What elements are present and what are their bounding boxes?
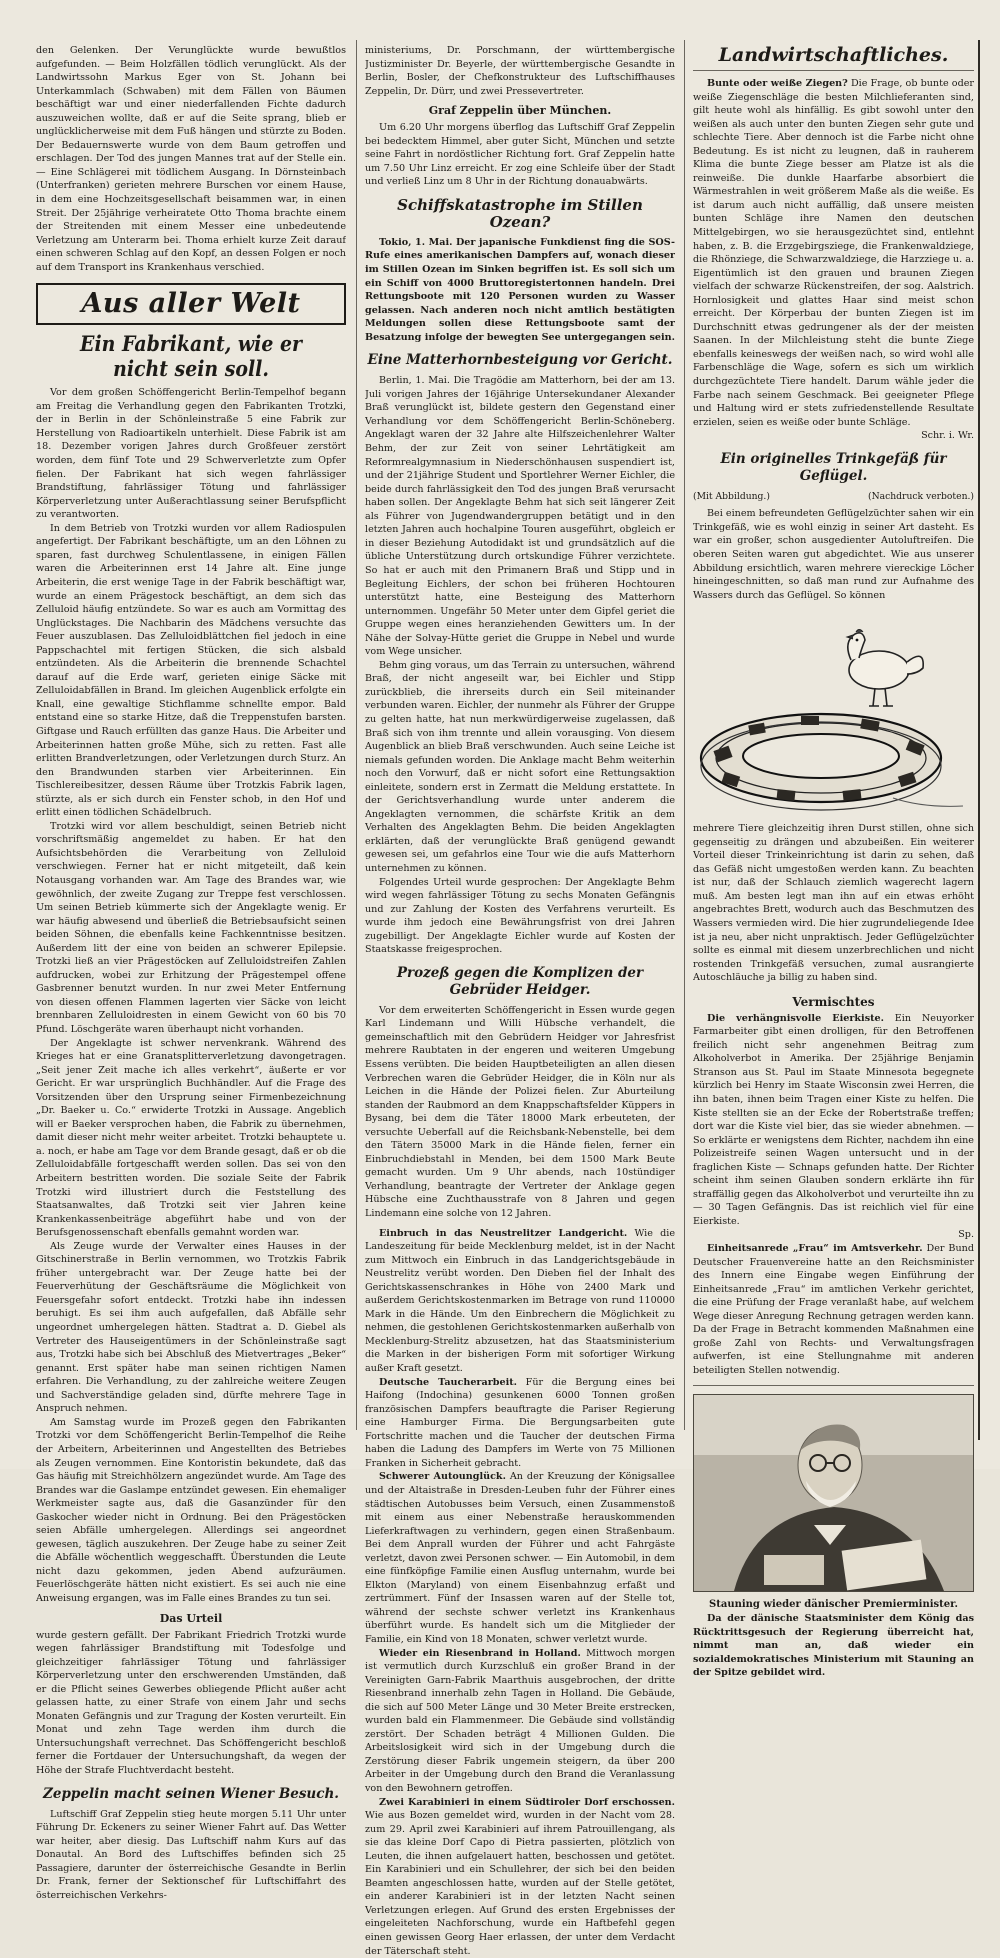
tire-icon <box>701 714 963 810</box>
subheading: Vermischtes <box>792 994 875 1009</box>
section-heading: Landwirtschaftliches. <box>693 44 974 71</box>
article-paragraph <box>693 77 974 429</box>
chicken-tire-drawing <box>693 608 974 816</box>
subheading: Das Urteil <box>159 1611 223 1625</box>
portrait-figure <box>694 1395 974 1591</box>
article-paragraph: mehrere Tiere gleichzeitig ihren Durst stillen, ohne sich gegenseitig zu drängen und abzubeißen. Ein weiterer Vorteil dieser Trinkeinrichtung ist darin zu sehen, daß das Gefäß nicht umgestoßen werden kann. Zu beachten ist nur, daß der Schlauch ziemlich wagerecht lagern muß. Am besten legt man ihn auf ein etwas erhöht angebrachtes Brett, wodurch auch das Beschmutzen des Wassers vermieden wird. Die hier zugrundeliegende Idee ist ja neu, aber nicht unpraktisch. Jeder Geflügelzüchter sollte es einmal mit diesem unzerbrechlichen und nicht rostenden Trinkgefäß versuchen, zumal ausrangierte Autoschläuche ja billig zu haben sind. <box>693 823 974 984</box>
note-text: Für die Bergung eines bei Haifong (Indochina) gesunkenen 6000 Tonnen großen französischen Dampfers beauftragte die Pariser Regierung eine Hamburger Firma. Die Bergungsarbeiten gute Fortschritte machen und die Taucher der deutschen Firma haben die Ladung des Dampfers im Werte von 75 Millionen Franken in Sicherheit gebracht. <box>365 1376 675 1469</box>
article-paragraph: Vor dem großen Schöffengericht Berlin-Tempelhof begann am Freitag die Verhandlung gegen den Fabrikanten Trotzki, der in Berlin in der Schönleinstraße 5 eine Fabrik zur Herstellung von Radioartikeln unterhielt. Diese Fabrik ist am 18. Dezember vorigen Jahres durch Großfeuer zerstört worden, dem fünf Tote und 29 Schwerverletzte zum Opfer fielen. Der Fabrikant hat sich wegen fahrlässiger Brandstiftung, fahrlässiger Tötung und fahrlässiger Körperverletzung unter Außerachtlassung seiner Berufspflicht zu verantworten. <box>36 387 346 521</box>
signature: Schr. i. Wr. <box>921 430 974 442</box>
note-lead: Zwei Karabinieri in einem Südtiroler Dorf erschossen. <box>379 1796 675 1808</box>
article-paragraph: Luftschiff Graf Zeppelin stieg heute morgen 5.11 Uhr unter Führung Dr. Eckeners zu seiner Wiener Fahrt auf. Das Wetter war heiter, aber diesig. Das Luftschiff nahm Kurs auf das Donautal. An Bord des Luftschiffes befinden sich 25 Passagiere, darunter der österreichische Gesandte in Berlin Dr. Frank, ferner der Sektionschef für Luftschiffahrt des österreichischen Verkehrs- <box>36 1808 346 1901</box>
article-headline: Ein Fabrikant, wie er nicht sein soll. <box>80 331 302 382</box>
article-paragraph: Als Zeuge wurde der Verwalter eines Hauses in der Gitschinerstraße in Berlin vernommen, wo Trotzkis Fabrik früher untergebracht war. Der Zeuge hatte bei der Feuerverhütung der Geschäftsräume die Möglichkeit von Feuersgefahr sofort entdeckt. Trotzki habe ihn indessen beruhigt. Es sei ihm auch aufgefallen, daß Abfälle sehr ungeordnet umhergelegen hätten. Stadtrat a. D. Giebel als Vertreter des Hauseigentümers in der Schönleinstraße sagt aus, Trotzki habe sich bei Abschluß des Mietvertrages „Beker“ genannt. Erst später habe man seinen richtigen Namen erfahren. Die Verhandlung, zu der zahlreiche weitere Zeugen und Sachverständige geladen sind, dürfte mehrere Tage in Anspruch nehmen. <box>36 1240 346 1415</box>
column-2 <box>365 44 675 1958</box>
article-paragraph: Tokio, 1. Mai. Der japanische Funkdienst fing die SOS-Rufe eines amerikanischen Dampfers auf, wonach dieser im Stillen Ozean im Sinken begriffen ist. Es soll sich um ein Schiff von 4000 Bruttoregistertonnen handeln. Drei Rettungsboote mit 120 Personen wurden zu Wasser gelassen. Nach anderen noch nicht amtlich bestätigten Meldungen sollen diese Rettungsboote samt der Besatzung infolge der bewegten See untergegangen sein. <box>365 236 675 343</box>
note-lead: Schwerer Autounglück. <box>379 1471 506 1483</box>
top-news: den Gelenken. Der Verunglückte wurde bewußtlos aufgefunden. — Beim Holzfällen tödlich verunglückt. Als der Landwirtssohn Markus Eger von St. Johann bei Unterkammlach (Schwaben) mit dem Fällen von Bäumen beschäftigt war und einer niederfallenden Fichte dadurch auszuweichen wollte, daß er auf die Seite sprang, blieb er unglücklicherweise mit dem Fuß hängen und stürzte zu Boden. Der Bedauernswerte wurde von dem Baum getroffen und erschlagen. Der Tod des jungen Mannes trat auf der Stelle ein. — Eine Schlägerei mit tödlichem Ausgang. In Dörnsteinbach (Unterfranken) gerieten mehrere Burschen vor einem Hause, in dem eine Hochzeitsgesellschaft beisammen war, in einen Streit. Der 25jährige verheiratete Otto Thoma brachte einem der Streitenden mit einem Messer eine unbedeutende Verletzung am Unterarm bei. Thoma erhielt kurze Zeit darauf einen schweren Schlag auf den Kopf, an dessen Folgen er noch auf dem Transport ins Krankenhaus verschied. <box>36 45 346 273</box>
separator <box>693 1385 974 1386</box>
article-headline: Zeppelin macht seinen Wiener Besuch. <box>43 1785 339 1802</box>
note-text: An der Kreuzung der Königsallee und der Altaistraße in Dresden-Leuben fuhr der Führer eines städtischen Autobusses beim Versuch, einen Zusammenstoß mit einem aus einer Nebenstraße herauskommenden Lieferkraftwagen zu verhindern, gegen einen Straßenbaum. Bei dem Anprall wurden der Führer und acht Fahrgäste verletzt, davon zwei Personen schwer. — Ein Automobil, in dem eine fünfköpfige Familie einen Ausflug unternahm, wurde bei Elkton (Maryland) von einem Eisenbahnzug erfaßt und zertrümmert. Fünf der Insassen waren auf der Stelle tot, während der sechste schwer verletzt ins Krankenhaus überführt wurde. Es handelt sich um die Mitglieder der Familie, ein Kind von 18 Monaten, schwer verletzt wurde. <box>365 1471 675 1645</box>
note-lead: Wieder ein Riesenbrand in Holland. <box>379 1647 581 1659</box>
portrait-photo <box>693 1394 974 1592</box>
news-note <box>365 1470 675 1646</box>
subheading: Graf Zeppelin über München. <box>428 104 612 118</box>
article-paragraph: Bei einem befreundeten Geflügelzüchter sahen wir ein Trinkgefäß, wie es wohl einzig in seiner Art dasteht. Es war ein großer, schon ausgedienter Autoluftreifen. Die oberen Seiten waren gut abgedichtet. Wie aus unserer Abbildung ersichtlich, waren mehrere viereckige Löcher hineingeschnitten, so daß man rund zur Aufnahme des Wassers durch das Geflügel. So können <box>693 508 974 601</box>
article-paragraph: Folgendes Urteil wurde gesprochen: Der Angeklagte Behm wird wegen fahrlässiger Tötung zu sechs Monaten Gefängnis und zur Zahlung der Kosten des Verfahrens verurteilt. Es wurde ihm jedoch eine Bewährungsfrist von drei Jahren zugebilligt. Der Angeklagte Eichler wurde auf Kosten der Staatskasse freigesprochen. <box>365 876 675 956</box>
article-paragraph: Der Angeklagte ist schwer nervenkrank. Während des Krieges hat er eine Granatsplitterverletzung davongetragen. „Seit jener Zeit mache ich alles verkehrt“, äußerte er vor Gericht. Er war ursprünglich Buchhändler. Auf die Frage des Vorsitzenden über den Ursprung seiner Firmenbezeichnung „Dr. Baeker u. Co.“ erwiderte Trotzki in Aussage. Angeblich will er Baeker versprochen haben, die Fabrik zu übernehmen, damit dieser nicht mehr weiter arbeitet. Trotzki behauptete u. a. noch, er habe am Tage vor dem Brande gesagt, daß er ob die Zelluloidabfälle fortgeschafft werden sollen. Das sei von den Arbeitern bestritten worden. Die soziale Seite der Fabrik Trotzki wird illustriert durch die Feststellung des Staatsanwaltes, daß Trotzki seit vier Jahren keine Krankenkassenbeiträge abgeführt habe und von der Berufsgenossenschaft ebenfalls gemahnt worden war. <box>36 1037 346 1239</box>
note-lead: Einheitsanrede „Frau“ im Amtsverkehr. <box>707 1243 923 1254</box>
article-paragraph: In dem Betrieb von Trotzki wurden vor allem Radiospulen angefertigt. Der Fabrikant beschäftigte, um an den Löhnen zu sparen, fast durchweg Schulentlassene, in einigen Fällen waren die Arbeiterinnen erst 14 Jahre alt. Eine junge Arbeiterin, die erst wenige Tage in der Fabrik beschäftigt war, wurde an einem Prägestock beschäftigt, an dem sich das Zelluloid häufig entzündete. So war es auch am Vormittag des Unglückstages. Die Nachbarin des Mädchens versuchte das Feuer auszublasen. Das Zelluloidblättchen fiel jedoch in eine Pappschachtel mit fertigen Stücken, die sich alsbald entzündeten. Als die Arbeiterin die brennende Schachtel darauf auf die Erde warf, gerieten einige Säcke mit Zelluloidabfällen in Brand. Im gleichen Augenblick erfolgte ein Knall, eine gewaltige Stichflamme schnellte empor. Bald entstand eine so starke Hitze, daß die Treppenstufen barsten. Giftgase und Rauch erfüllten das ganze Haus. Die Arbeiter und Arbeiterinnen hatten große Mühe, sich zu retten. Fast alle erlitten Brandverletzungen, oder Verletzungen durch Sturz. An den Brandwunden starben vier Arbeiterinnen. Ein Tischlereibesitzer, dessen Räume über Trotzkis Fabrik lagen, stürzte, als er sich durch ein Fenster schob, in den Hof und erlitt einen tödlichen Schädelbruch. <box>36 522 346 819</box>
article-headline: Schiffskatastrophe im Stillen Ozean? <box>397 195 643 231</box>
article-paragraph: Berlin, 1. Mai. Die Tragödie am Matterhorn, bei der am 13. Juli vorigen Jahres der 16jährige Untersekundaner Alexander Braß verunglückt ist, bildete gestern den Gegenstand einer Verhandlung vor dem Schöffengericht Berlin-Schöneberg. Angeklagt waren der 32 Jahre alte Hilfszeichenlehrer Walter Behm, der zur Zeit von seiner Lehrtätigkeit am Reformrealgymnasium in Niederschönhausen suspendiert ist, und der 21jährige Student und Sportlehrer Werner Eichler, die beide durch fahrlässigkeit den Tod des jungen Braß verursacht haben sollen. Der Angeklagte Behm hat sich seit längerer Zeit als Führer von Jugendwandergruppen betätigt und in den letzten Jahren auch hochalpine Touren ausgeführt, obgleich er in dieser Beziehung Autodidakt ist und grundsätzlich auf die übliche Unterstützung durch ortskundige Führer verzichtete. So hat er auch mit den Primanern Braß und Stipp und in Begleitung Eichlers, der schon bei früheren Hochtouren unterstützt hatte, eine Besteigung des Matterhorn unternommen. Ungefähr 50 Meter unter dem Gipfel geriet die Gruppe wegen eines heranziehenden Gewitters um. In der Nähe der Solvay-Hütte geriet die Gruppe in Nebel und wurde vom Wege unsicher. <box>365 375 675 658</box>
note-text: Der Bund Deutscher Frauenvereine hatte an den Reichsminister des Innern eine Eingabe wegen Einführung der Einheitsanrede „Frau“ im amtlichen Verkehr gerichtet, die eine Prüfung der Frage veranlaßt habe, auf welchem Wege dieser Anregung Rechnung getragen werden kann. Da der Frage in Betracht kommenden Maßnahmen eine große Zahl von Rechts- und Verwaltungsfragen aufwerfen, ist eine Stellungnahme mit anderen beteiligten Stellen notwendig. <box>693 1243 974 1376</box>
note-lead: Einbruch in das Neustrelitzer Landgericht. <box>379 1227 628 1239</box>
copyright-note: (Nachdruck verboten.) <box>868 490 974 502</box>
subline <box>693 490 974 504</box>
news-note <box>365 1647 675 1796</box>
article-headline: Prozeß gegen die Komplizen der Gebrüder Heidger. <box>396 964 644 998</box>
note-lead: Die verhängnisvolle Eierkiste. <box>707 1012 884 1024</box>
article-paragraph: ministeriums, Dr. Porschmann, der württembergische Justizminister Dr. Beyerle, der württembergische Gesandte in Berlin, Bosler, der Chefkonstrukteur des Luftschiffhauses Zeppelin, Dr. Dürr, und zwei Pressevertreter. <box>365 45 675 97</box>
article-paragraph: Behm ging voraus, um das Terrain zu untersuchen, während Braß, der nicht angeseilt war, bei Eichler und Stipp zurückblieb, die ihrerseits durch ein Seil miteinander verbunden waren. Eichler, der nunmehr als Führer der Gruppe zu gelten hatte, hat nun merkwürdigerweise zugelassen, daß Braß sich von ihm trennte und allein vorausging. Von diesem Augenblick an blieb Braß verschwunden. Auch seine Leiche ist niemals gefunden worden. Die Anklage macht Behm weiterhin noch den Vorwurf, daß er nicht sofort eine Rettungsaktion einleitete, sondern erst in Zermatt die Meldung erstattete. In der Gerichtsverhandlung wurde unter anderem die Angeklagten vernommen, die schärfste Kritik an dem Verhalten des Angeklagten Behm. Die beiden Angeklagten erklärten, daß der verunglückte Braß genügend gewandt gewesen sei, um gefahrlos eine Tour wie die aufs Matterhorn unternehmen zu können. <box>365 659 675 874</box>
news-note <box>365 1227 675 1376</box>
section-heading: Aus aller Welt <box>36 283 346 325</box>
illustration-note: (Mit Abbildung.) <box>693 490 770 502</box>
note-text: Mittwoch morgen ist vermutlich durch Kurzschluß ein großer Brand in der Vereinigten Garn-Fabrik Maarthuis ausgebrochen, der dritte Riesenbrand innerhalb zehn Tagen in Holland. Die Gebäude, die sich auf 500 Meter Länge und 30 Meter Breite erstrecken, wurden bald ein Flammenmeer. Die Gebäude sind vollständig zerstört. Der Schaden beträgt 4 Millionen Gulden. Die Arbeitslosigkeit wird sich in der Umgebung durch die Zerstörung dieser Fabrik ungemein steigern, da über 200 Arbeiter in der Umgebung durch den Brand die Veranlassung von den Bewohnern getroffen. <box>365 1647 675 1794</box>
article-paragraph: Um 6.20 Uhr morgens überflog das Luftschiff Graf Zeppelin bei bedecktem Himmel, aber guter Sicht, München und setzte seine Fahrt in nordöstlicher Richtung fort. Graf Zeppelin hatte um 7.50 Uhr Linz erreicht. Er zog eine Schleife über der Stadt und verließ Linz um 8 Uhr in der Richtung donauabwärts. <box>365 122 675 188</box>
article-headline: Ein originelles Trinkgefäß für Geflügel. <box>720 450 947 484</box>
article-paragraph: Am Samstag wurde im Prozeß gegen den Fabrikanten Trotzki vor dem Schöffengericht Berlin-Tempelhof die Reihe der Arbeitern, Arbeiterinnen und Angestellten des Betriebes als Zeugen vernommen. Eine Kontoristin bekundete, daß das Gas häufig mit Streichhölzern angezündet wurde. Am Tage des Brandes war die Gaslampe entzündet gewesen. Ein ehemaliger Werkmeister sagte aus, daß die Gasanzünder für den Gaskocher wieder nicht in Ordnung. Bei den Prägestöcken seien Abfälle umhergelegen. Allerdings sei angeordnet gewesen, täglich auszukehren. Der Zeuge habe zu seiner Zeit die Abfälle wöchentlich weggeschafft. Überstunden die Leute nicht dazu gekommen, jeden Abend aufzuräumen. Feuerlöschgeräte hätten nicht existiert. Es sei auch nie eine Anweisung ergangen, was im Falle eines Brandes zu tun sei. <box>36 1416 346 1604</box>
article-paragraph: wurde gestern gefällt. Der Fabrikant Friedrich Trotzki wurde wegen fahrlässiger Brandstiftung mit Todesfolge und gleichzeitiger fahrlässiger Tötung und fahrlässiger Körperverletzung unter den erschwerenden Umständen, daß er die Pflicht seines Gewerbes obliegende Pflicht außer acht gelassen hatte, zu einer Strafe von einem Jahr und sechs Monaten Gefängnis und zur Tragung der Kosten verurteilt. Ein Monat und zehn Tage werden ihm durch die Untersuchungshaft verrechnet. Das Schöffengericht beschloß ferner die Fortdauer der Untersuchungshaft, da wegen der Höhe der Strafe Fluchtverdacht besteht. <box>36 1629 346 1776</box>
hen-icon <box>847 630 923 707</box>
column-1 <box>36 44 346 1902</box>
article-headline: Eine Matterhornbesteigung vor Gericht. <box>367 352 673 369</box>
page-edge <box>978 40 980 1440</box>
note-text: Ein Neuyorker Farmarbeiter gibt einen drolligen, für den Betroffenen freilich nicht sehr angenehmen Beitrag zum Alkoholverbot in Amerika. Der 25jährige Benjamin Stranson aus St. Paul im Staate Minnesota begegnete kürzlich bei Henry im Staate Wisconsin zwei Herren, die ihn baten, ihnen beim Tragen einer Kiste zu helfen. Die Kiste stellten sie an der Ecke der Robertstraße treffen; dort war die Kiste viel bier, das sie wieder abnehmen. — So erklärte er wenigstens dem Richter, nachdem ihn eine Polizeistreife seinen Wagen untersucht und in der fraglichen Kiste — Schnaps gefunden hatte. Der Richter scheint ihm seinen Glauben sondern erklärte ihn für straffällig gegen das Alkoholverbot und verurteilte ihn zu — 30 Tagen Gefängnis. Das ist reichlich viel für eine Eierkiste. <box>693 1012 974 1227</box>
column-rule <box>684 40 685 1430</box>
column-rule <box>356 40 357 1430</box>
signature: Sp. <box>958 1229 974 1241</box>
note-text: Wie aus Bozen gemeldet wird, wurden in der Nacht vom 28. zum 29. April zwei Karabinieri auf ihrem Patrouillengang, als sie das kleine Dorf Capo di Pietra passierten, plötzlich von Leuten, die ihnen aufgelauert hatten, beschossen und getötet. Ein Karabinieri und ein Schullehrer, der sich bei den beiden Beamten angeschlossen hatte, wurden auf der Stelle getötet, ein anderer Karabinieri ist in der letzten Nacht seinen Verletzungen erlegen. Auf Grund des ersten Ergebnisses der eingeleiteten Nachforschung, wurde ein Haftbefehl gegen einen gewissen Georg Haer erlassen, der unter dem Verdacht der Täterschaft steht. <box>365 1810 675 1957</box>
note-lead: Bunte oder weiße Ziegen? <box>707 78 848 89</box>
caption-text: Da der dänische Staatsminister dem König das Rücktrittsgesuch der Regierung überreicht hat, nimmt man an, daß wieder ein sozialdemokratisches Ministerium mit Stauning an der Spitze gebildet wird. <box>693 1613 974 1679</box>
news-note <box>365 1796 675 1958</box>
note-lead: Deutsche Taucherarbeit. <box>379 1376 517 1388</box>
news-note <box>693 1012 974 1229</box>
news-note <box>365 1376 675 1471</box>
photo-caption: Stauning wieder dänischer Premierminister. <box>709 1599 958 1611</box>
tire-drinker-illustration <box>693 608 974 816</box>
column-3 <box>693 44 974 1680</box>
note-text: Wie die Landeszeitung für beide Mecklenburg meldet, ist in der Nacht zum Mittwoch ein Einbruch in das Landgerichtsgebäude in Neustrelitz verübt worden. Den Dieben fiel der Inhalt des Gerichtskassenschrankes in Höhe von 2400 Mark und außerdem Gerichtskostenmarken im Betrage von rund 110000 Mark in die Hände. Um den Einbrechern die Möglichkeit zu nehmen, die gestohlenen Gerichtskostenmarken außerhalb von Mecklenburg-Strelitz abzusetzen, hat das Staatsministerium die Marken in der bisherigen Form mit sofortiger Wirkung außer Kraft gesetzt. <box>365 1227 675 1375</box>
note-text: Die Frage, ob bunte oder weiße Ziegenschläge die besten Milchlieferanten sind, gilt heute wohl als hinfällig. Es gibt sowohl unter den weißen als auch unter den bunten Ziegen sehr gute und schlechte Tiere. Aber dennoch ist die Farbe nicht ohne Bedeutung. Es ist nicht zu leugnen, daß in rauherem Klima die bunte Ziege besser am Platze ist als die reinweiße. Die dunkle Haarfarbe absorbiert die Wärmestrahlen in weit größerem Maße als die weiße. Es ist darum auch nicht auffällig, daß unsere meisten bunten Schläge ihre Namen den deutschen Mittelgebirgen, wo sie herausgezüchtet sind, entlehnt haben, z. B. die Erzgebirgsziege, die Frankenwaldziege, die Rhönziege, die Schwarzwaldziege, die Harzziege u. a. Eigentümlich ist den grauen und braunen Ziegen vielfach der schwarze Rückenstreifen, der sog. Aalstrich. Hornlosigkeit und glattes Haar sind meist schon erreicht. Der Körperbau der bunten Ziegen ist im Durchschnitt etwas gedrungener als der der meisten Saanen. In der Milchleistung steht die bunte Ziege ebenfalls keineswegs der weißen nach, so wird wohl alle Farbenschläge die Wage, sofern es sich um wirklich durchgezüchtete Tiere handelt. Darum wähle jeder die Farbe nach seinem Geschmack. Bei geeigneter Pflege und Haltung wird er stets zufriedenstellende Resultate erzielen, seien es weiße oder bunte Schläge. <box>693 78 974 428</box>
news-note <box>693 1242 974 1377</box>
article-paragraph: Vor dem erweiterten Schöffengericht in Essen wurde gegen Karl Lindemann und Willi Hübsche verhandelt, die gemeinschaftlich mit den Gebrüdern Heidger vor Jahresfrist mehrere Raubtaten in der engeren und weiteren Umgebung Essens verübten. Die beiden Hauptbeteiligten an allen diesen Verbrechen waren die Gebrüder Heidger, die in Köln nur als Leichen in die Hände der Polizei fielen. Zur Aburteilung standen der Raubmord an dem Knappschaftsfelder Küppers in Bysang, bei dem die Täter 18000 Mark erbeuteten, der versuchte Ueberfall auf die Reichsbank-Nebenstelle, bei dem den Tätern 35000 Mark in die Hände fielen, ferner ein Einbruchdiebstahl in Menden, bei dem 1500 Mark Beute gemacht wurden. Um 9 Uhr abends, nach 10stündiger Verhandlung, beantragte der Vertreter der Anklage gegen Hübsche eine Zuchthausstrafe von 8 Jahren und gegen Lindemann eine solche von 12 Jahren. <box>365 1004 675 1220</box>
article-paragraph: Trotzki wird vor allem beschuldigt, seinen Betrieb nicht vorschriftsmäßig angemeldet zu haben. Er hat den Aufsichtsbehörden die Verarbeitung von Zelluloid verschwiegen. Ferner hat er nicht mitgeteilt, daß kein Notausgang vorhanden war. Am Tage des Brandes war, wie gewöhnlich, der zweite Zugang zur Treppe fest verschlossen. Um seinen Betrieb kümmerte sich der Angeklagte wenig. Er war häufig abwesend und überließ die Betriebsaufsicht seinen beiden Söhnen, die ebenfalls keine Fachkenntnisse besitzen. Außerdem litt der eine von beiden an schwerer Epilepsie. Trotzki ließ an vier Prägestöcken auf Zelluloidstreifen Zahlen aufdrucken, wobei zur Erhitzung der Prägestempel offene Gasbrenner benutzt wurden. In nur zwei Meter Entfernung von diesen offenen Flammen lagerten vier Säcke von leicht brennbaren Zelluloidresten in einem Gewicht von 60 bis 70 Pfund. Löschgeräte waren überhaupt nicht vorhanden. <box>36 820 346 1035</box>
